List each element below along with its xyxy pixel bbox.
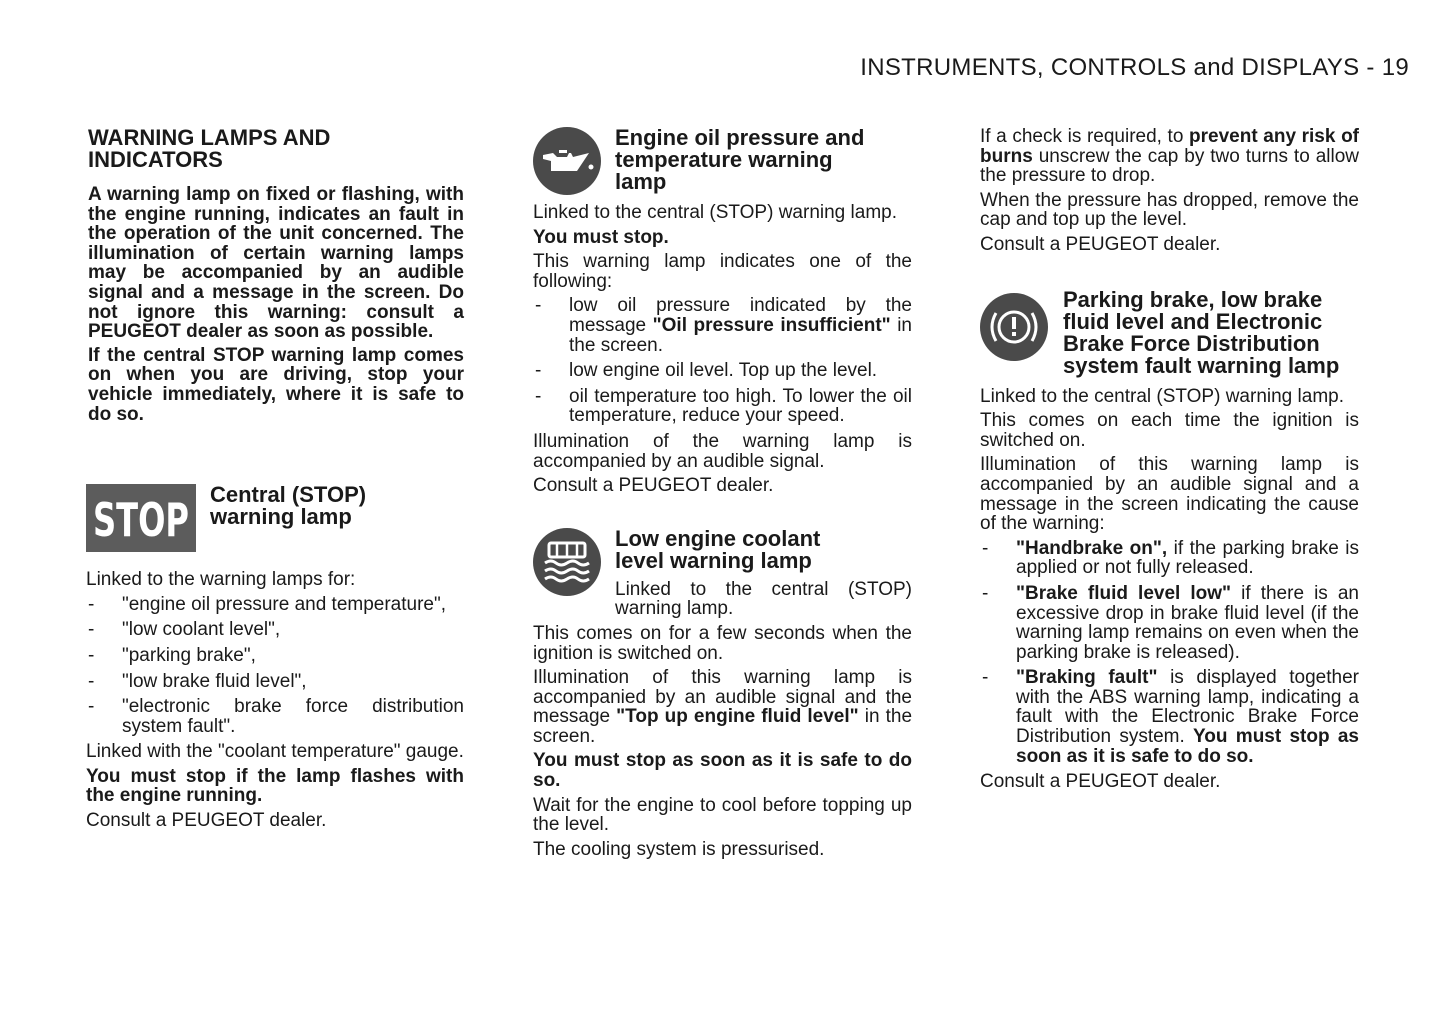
stop-icon bbox=[86, 484, 196, 552]
intro-paragraph: A warning lamp on fixed or flashing, with the engine running, indicates an fault in the operation of the unit concerned. The illumination of certain warning lamps may be accompanied by an audible signal and a message in the screen. Do not ignore this warning: consult a PEUGEOT dealer as soon as possible. bbox=[88, 184, 464, 343]
intro-stop-paragraph: If the central STOP warning lamp comes on when you are driving, stop your vehicle immediately, where it is safe to do so. bbox=[88, 344, 464, 425]
oil-cause-list bbox=[533, 296, 912, 426]
brake-warning-icon bbox=[980, 293, 1048, 361]
list-item: - "parking brake", bbox=[86, 646, 464, 666]
oil-audible-text: Illumination of the warning lamp is accompanied by an audible signal. bbox=[533, 430, 912, 472]
stop-icon-label: STOP bbox=[93, 493, 189, 548]
oil-indicates-text: This warning lamp indicates one of the following: bbox=[533, 251, 912, 292]
list-item: - "Handbrake on", if the parking brake is applied or not fully released. bbox=[980, 539, 1359, 578]
coolant-comes-on-text: This comes on for a few seconds when the ignition is switched on. bbox=[533, 622, 912, 664]
list-item: - oil temperature too high. To lower the oil temperature, reduce your speed. bbox=[533, 387, 912, 426]
oil-lamp-header bbox=[533, 127, 912, 195]
stop-gauge-text: Linked with the "coolant temperature" gauge. bbox=[86, 741, 464, 763]
list-item: - "Brake fluid level low" if there is an excessive drop in brake fluid level (if the warning lamp remains on even when the parking brake is released). bbox=[980, 584, 1359, 662]
section-heading: WARNING LAMPS AND INDICATORS bbox=[88, 125, 331, 172]
coolant-lamp-title: Low engine coolant level warning lamp bbox=[615, 525, 821, 573]
brake-lamp-section bbox=[980, 286, 1360, 793]
stop-lamp-section bbox=[86, 484, 464, 831]
coolant-linked-text: Linked to the central (STOP) warning lamp. bbox=[615, 578, 912, 620]
stop-linked-text: Linked to the warning lamps for: bbox=[86, 569, 356, 591]
brake-cause-list bbox=[980, 539, 1359, 767]
list-item: - low oil pressure indicated by the message "Oil pressure insufficient" in the screen. bbox=[533, 296, 912, 355]
brake-lamp-title: Parking brake, low brake fluid level and Electronic Brake Force Distribution system fault warning lamp bbox=[1063, 286, 1340, 378]
oil-lamp-title: Engine oil pressure and temperature warning lamp bbox=[615, 125, 865, 194]
coolant-lamp-header bbox=[533, 525, 912, 624]
page-header: INSTRUMENTS, CONTROLS and DISPLAYS - 19 bbox=[860, 54, 1409, 81]
oil-must-stop: You must stop. bbox=[533, 226, 669, 248]
coolant-lamp-section bbox=[533, 525, 913, 860]
brake-linked-text: Linked to the central (STOP) warning lamp. bbox=[980, 385, 1344, 407]
list-item: - "low coolant level", bbox=[86, 620, 464, 640]
brake-audible-text: Illumination of this warning lamp is accompanied by an audible signal and a message in the screen indicating the cause of the warning: bbox=[980, 454, 1359, 535]
list-item: - "low brake fluid level", bbox=[86, 672, 464, 692]
coolant-must-stop: You must stop as soon as it is safe to do so. bbox=[533, 750, 912, 792]
list-item: - "electronic brake force distribution system fault". bbox=[86, 697, 464, 736]
stop-linked-list bbox=[86, 595, 464, 737]
coolant-wait-text: Wait for the engine to cool before topping up the level. bbox=[533, 794, 912, 836]
coolant-level-icon bbox=[533, 528, 601, 596]
consult-dealer-text: Consult a PEUGEOT dealer. bbox=[980, 233, 1221, 255]
column-left bbox=[86, 127, 464, 836]
column-middle bbox=[533, 127, 912, 864]
pressure-dropped-text: When the pressure has dropped, remove the cap and top up the level. bbox=[980, 189, 1359, 231]
stop-consult: Consult a PEUGEOT dealer. bbox=[86, 810, 327, 832]
coolant-audible-text: Illumination of this warning lamp is accompanied by an audible signal and the message "Top up engine fluid level" in the screen. bbox=[533, 667, 913, 747]
stop-lamp-header bbox=[86, 484, 464, 552]
list-item: - "Braking fault" is displayed together with the ABS warning lamp, indicating a fault with the Electronic Brake Force Distribution system. You must stop as soon as it is safe to do so. bbox=[980, 668, 1359, 766]
oil-lamp-section bbox=[533, 127, 912, 496]
brake-consult: Consult a PEUGEOT dealer. bbox=[980, 771, 1221, 793]
check-burns-text: If a check is required, to prevent any risk of burns unscrew the cap by two turns to allow the pressure to drop. bbox=[980, 126, 1359, 187]
list-item: - low engine oil level. Top up the level. bbox=[533, 361, 912, 381]
oil-linked-text: Linked to the central (STOP) warning lamp. bbox=[533, 202, 897, 223]
oil-consult: Consult a PEUGEOT dealer. bbox=[533, 475, 774, 497]
oil-can-icon bbox=[533, 127, 601, 195]
brake-comes-on-text: This comes on each time the ignition is switched on. bbox=[980, 410, 1359, 451]
brake-lamp-header bbox=[980, 286, 1359, 378]
stop-lamp-title: Central (STOP) warning lamp bbox=[210, 482, 367, 530]
stop-must-stop: You must stop if the lamp flashes with the engine running. bbox=[86, 765, 464, 807]
column-right bbox=[980, 127, 1359, 797]
intro-warning bbox=[88, 185, 464, 424]
list-item: - "engine oil pressure and temperature", bbox=[86, 595, 464, 615]
coolant-pressurised-text: The cooling system is pressurised. bbox=[533, 838, 825, 860]
